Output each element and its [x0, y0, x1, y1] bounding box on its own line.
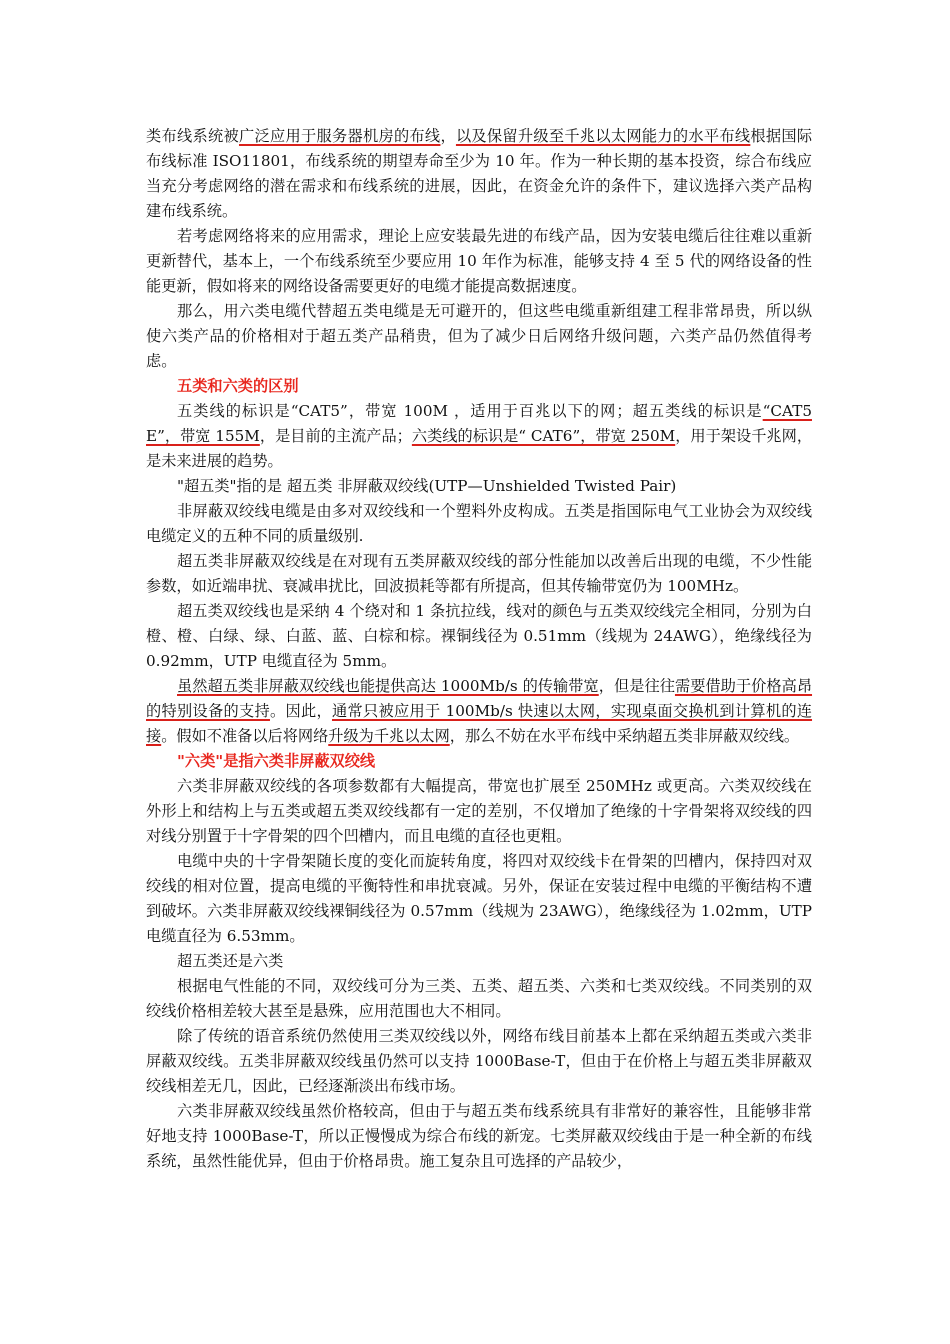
underlined-text: 需要借助于价格高昂的特别设备的支持 — [146, 677, 813, 720]
text-run: 。因此， — [269, 702, 332, 720]
text-run: ，但是往往 — [598, 677, 675, 695]
paragraph: 除了传统的语音系统仍然使用三类双绞线以外，网络布线目前基本上都在采纳超五类或六类非屏蔽双绞线。五类非屏蔽双绞线虽仍然可以支持 1000Base-T，但由于在价格上与超五类非屏蔽双绞线相差无几，因此，已经逐渐淡出布线市场。 — [146, 1027, 812, 1095]
text-run: 五类线的标识是“CAT5”，带宽 100M ，适用于百兆以下的网；超五类线的标识是 — [177, 402, 763, 420]
paragraph — [146, 674, 812, 749]
paragraph: "超五类"指的是 超五类 非屏蔽双绞线(UTP—Unshielded Twisted Pair) — [177, 477, 677, 495]
paragraph: 超五类非屏蔽双绞线是在对现有五类屏蔽双绞线的部分性能加以改善后出现的电缆，不少性能参数，如近端串扰、衰减串扰比，回波损耗等都有所提高，但其传输带宽仍为 100MHz。 — [146, 552, 812, 595]
underlined-text: 通常只被应用于 100Mb/s 快速以太网，实现桌面交换机到计算机的连接 — [146, 702, 813, 745]
document-body — [146, 124, 812, 1174]
underlined-text: 六类线的标识是“ CAT6”，带宽 250M — [411, 427, 676, 445]
paragraph: 根据电气性能的不同，双绞线可分为三类、五类、超五类、六类和七类双绞线。不同类别的双绞线价格相差较大甚至是悬殊，应用范围也大不相同。 — [146, 977, 812, 1020]
text-run: 根据国际布线标准 ISO11801，布线系统的期望寿命至少为 10 年。作为一种长期的基本投资，综合布线应当充分考虑网络的潜在需求和布线系统的进展，因此，在资金允许的条件下，建议选择六类产品构建布线系统。 — [146, 127, 813, 220]
paragraph — [146, 399, 812, 474]
underlined-text: 以及保留升级至千兆以太网能力的水平布线 — [455, 127, 751, 145]
underlined-text: 广泛应用于服务器机房的布线 — [238, 127, 441, 145]
section-heading: "六类"是指六类非屏蔽双绞线 — [177, 752, 376, 770]
paragraph: 六类非屏蔽双绞线虽然价格较高，但由于与超五类布线系统具有非常好的兼容性，且能够非常好地支持 1000Base-T，所以正慢慢成为综合布线的新宠。七类屏蔽双绞线由于是一种全新的布线系统，虽然性能优异，但由于价格昂贵。施工复杂且可选择的产品较少， — [146, 1102, 812, 1170]
subsection-heading: 超五类还是六类 — [177, 952, 284, 970]
paragraph: 那么，用六类电缆代替超五类电缆是无可避开的，但这些电缆重新组建工程非常昂贵，所以纵使六类产品的价格相对于超五类产品稍贵，但为了减少日后网络升级问题，六类产品仍然值得考虑。 — [146, 302, 812, 370]
paragraph: 超五类双绞线也是采纳 4 个绕对和 1 条抗拉线，线对的颜色与五类双绞线完全相同，分别为白橙、橙、白绿、绿、白蓝、蓝、白棕和棕。裸铜线径为 0.51mm（线规为 24AWG），绝缘线径为 0.92mm，UTP 电缆直径为 5mm。 — [146, 602, 812, 670]
underlined-text: “CAT5E”，带宽 155M — [146, 402, 812, 445]
paragraph: 非屏蔽双绞线电缆是由多对双绞线和一个塑料外皮构成。五类是指国际电气工业协会为双绞线电缆定义的五种不同的质量级别. — [146, 502, 812, 545]
section-heading: 五类和六类的区别 — [177, 377, 299, 395]
text-run: 。假如不准备以后将网络 — [161, 727, 329, 745]
paragraph: 电缆中央的十字骨架随长度的变化而旋转角度，将四对双绞线卡在骨架的凹槽内，保持四对双绞线的相对位置，提高电缆的平衡特性和串扰衰减。另外，保证在安装过程中电缆的平衡结构不遭到破坏。六类非屏蔽双绞线裸铜线径为 0.57mm（线规为 23AWG），绝缘线径为 1.02mm，UTP 电缆直径为 6.53mm。 — [146, 852, 812, 945]
paragraph: 若考虑网络将来的应用需求，理论上应安装最先进的布线产品，因为安装电缆后往往难以重新更新替代，基本上，一个布线系统至少要应用 10 年作为标准，能够支持 4 至 5 代的网络设备的性能更新，假如将来的网络设备需要更好的电缆才能提高数据速度。 — [146, 227, 812, 295]
text-run: ，用于架设千兆网，是未来进展的趋势。 — [146, 427, 813, 470]
paragraph: 六类非屏蔽双绞线的各项参数都有大幅提高，带宽也扩展至 250MHz 或更高。六类双绞线在外形上和结构上与五类或超五类双绞线都有一定的差别，不仅增加了绝缘的十字骨架将双绞线的四对线分别置于十字骨架的四个凹槽内，而且电缆的直径也更粗。 — [146, 777, 812, 845]
underlined-text: 虽然超五类非屏蔽双绞线也能提供高达 1000Mb/s 的传输带宽 — [177, 677, 599, 695]
text-run: ，那么不妨在水平布线中采纳超五类非屏蔽双绞线。 — [449, 727, 800, 745]
text-run: 类布线系统被 — [146, 127, 239, 145]
text-run: ，是目前的主流产品； — [259, 427, 412, 445]
text-run: ， — [440, 127, 456, 145]
paragraph — [146, 124, 812, 224]
underlined-text: 升级为千兆以太网 — [328, 727, 450, 745]
